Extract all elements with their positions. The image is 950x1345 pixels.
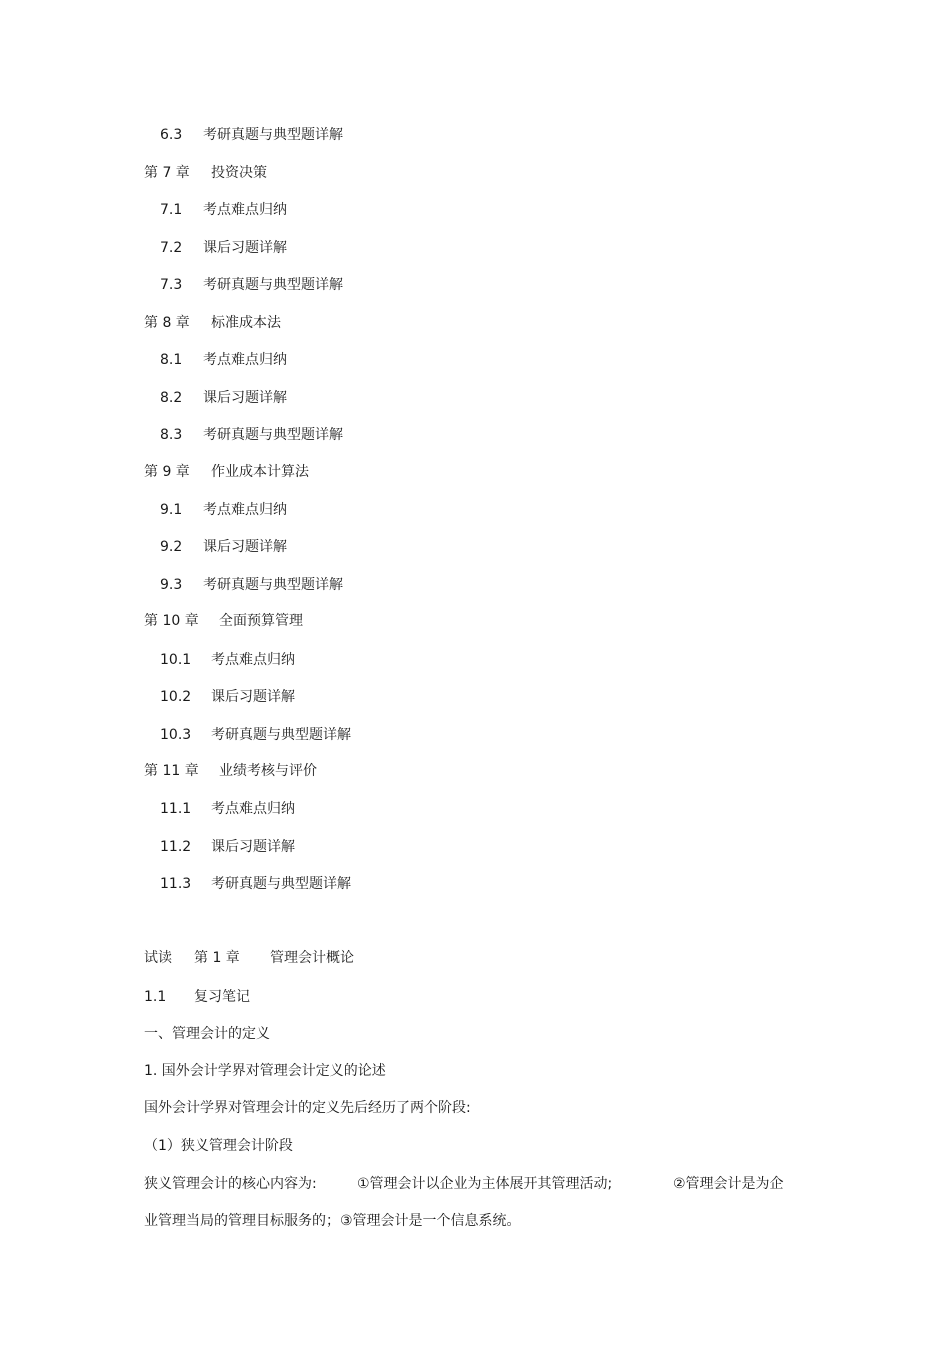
toc-title: 作业成本计算法: [211, 464, 309, 480]
section-title: 复习笔记: [194, 989, 250, 1005]
toc-number: 10.2: [160, 689, 192, 705]
toc-title: 考点难点归纳: [203, 352, 287, 368]
toc-number: 11.2: [160, 839, 192, 855]
toc-number: 8.3: [160, 427, 183, 443]
toc-number: 9.3: [160, 577, 183, 593]
toc-number: 7.3: [160, 277, 183, 293]
toc-title: 课后习题详解: [203, 390, 287, 406]
toc-number: 10.3: [160, 727, 192, 743]
section-number: 1.1: [144, 989, 167, 1005]
toc-number: 7.1: [160, 202, 183, 218]
toc-number: 6.3: [160, 127, 183, 143]
toc-number: 第 10 章: [144, 613, 199, 629]
toc-number: 11.3: [160, 876, 192, 892]
toc-number: 8.1: [160, 352, 183, 368]
toc-number: 第 9 章: [144, 464, 190, 480]
toc-number: 第 11 章: [144, 763, 199, 779]
trial-label: 试读: [144, 950, 172, 966]
toc-title: 课后习题详解: [211, 839, 295, 855]
toc-number: 9.2: [160, 539, 183, 555]
toc-title: 考研真题与典型题详解: [203, 127, 343, 143]
toc-title: 考研真题与典型题详解: [211, 876, 351, 892]
toc-title: 考研真题与典型题详解: [203, 427, 343, 443]
toc-number: 11.1: [160, 801, 192, 817]
toc-title: 投资决策: [211, 165, 267, 181]
toc-title: 考点难点归纳: [211, 801, 295, 817]
toc-title: 全面预算管理: [219, 613, 303, 629]
toc-title: 标准成本法: [211, 315, 281, 331]
toc-title: 课后习题详解: [211, 689, 295, 705]
toc-number: 第 8 章: [144, 315, 190, 331]
toc-title: 课后习题详解: [203, 539, 287, 555]
toc-title: 业绩考核与评价: [219, 763, 317, 779]
toc-title: 考研真题与典型题详解: [211, 727, 351, 743]
toc-number: 第 7 章: [144, 165, 190, 181]
toc-number: 7.2: [160, 240, 183, 256]
toc-title: 考研真题与典型题详解: [203, 577, 343, 593]
toc-number: 8.2: [160, 390, 183, 406]
toc-title: 考研真题与典型题详解: [203, 277, 343, 293]
chapter-title: 管理会计概论: [270, 950, 354, 966]
toc-number: 10.1: [160, 652, 192, 668]
toc-number: 9.1: [160, 502, 183, 518]
toc-title: 课后习题详解: [203, 240, 287, 256]
toc-title: 考点难点归纳: [203, 202, 287, 218]
toc-title: 考点难点归纳: [203, 502, 287, 518]
toc-title: 考点难点归纳: [211, 652, 295, 668]
chapter-number: 第 1 章: [194, 950, 240, 966]
